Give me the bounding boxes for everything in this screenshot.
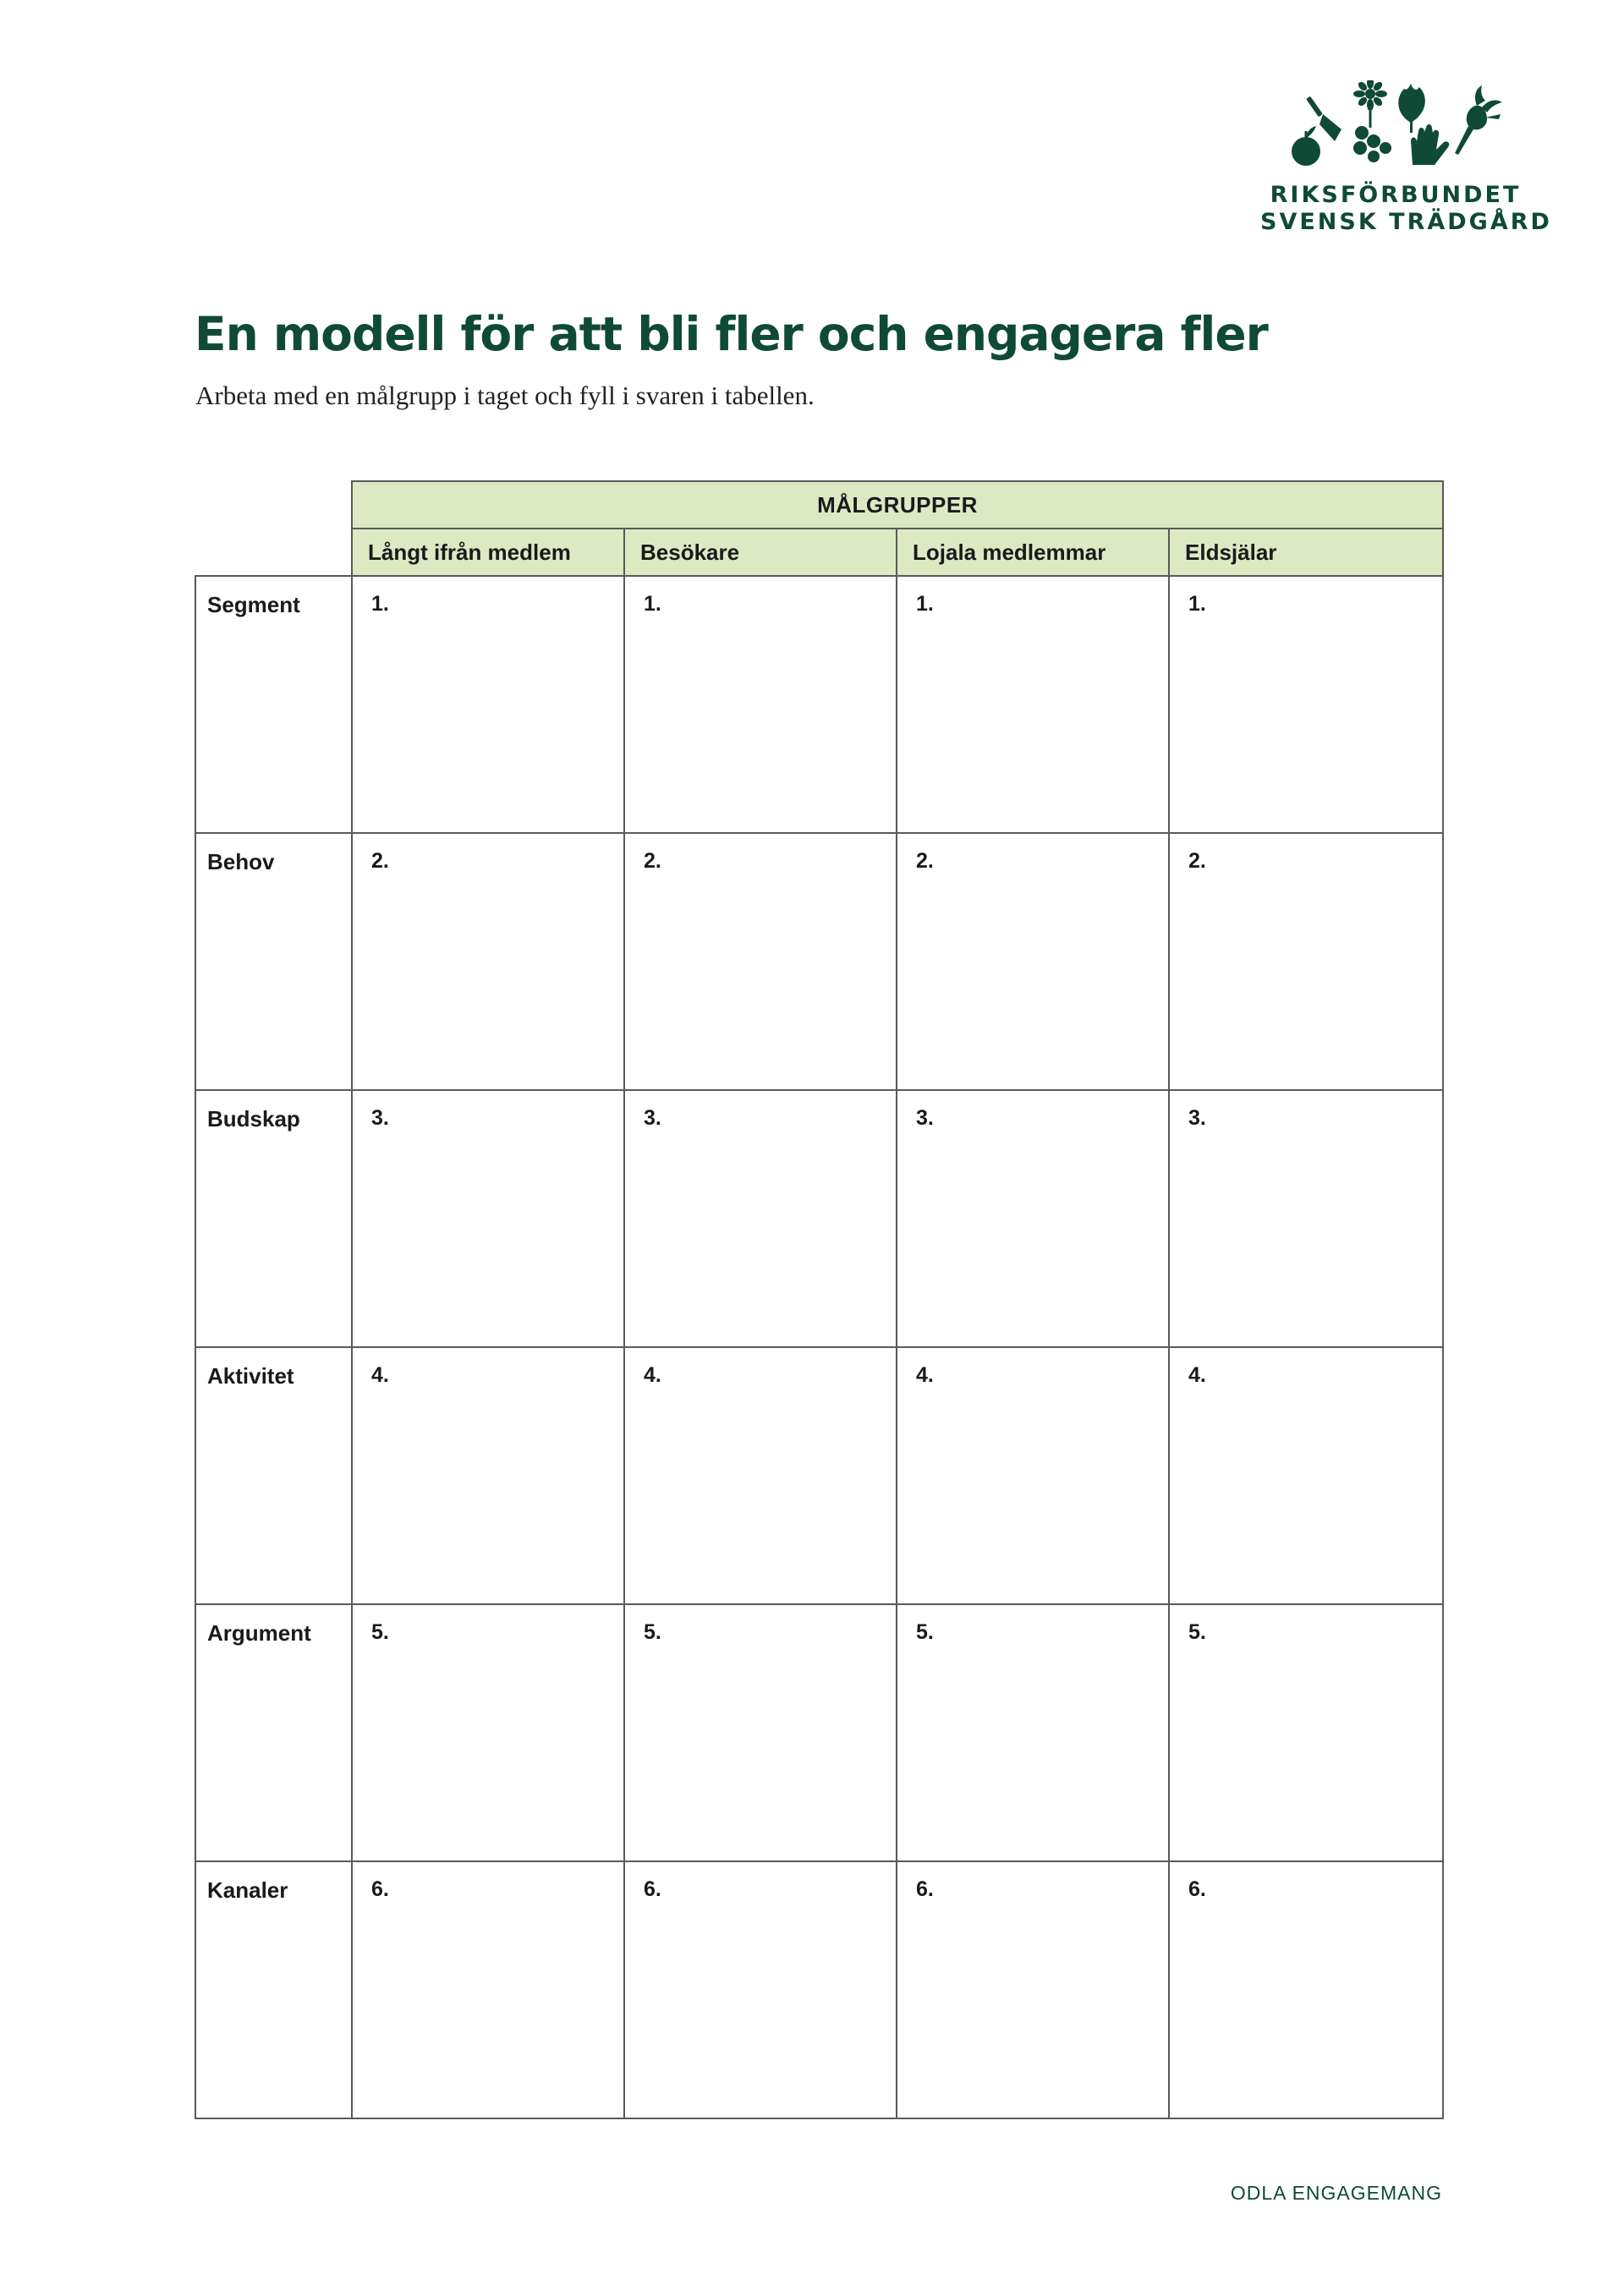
group-header-row (195, 481, 1443, 529)
group-header-malgrupper: MÅLGRUPPER (352, 481, 1443, 529)
table-row (195, 833, 1443, 1090)
corner-empty-2 (195, 529, 352, 576)
answer-cell[interactable]: 5. (897, 1604, 1169, 1861)
garden-illustration-icon (1286, 80, 1506, 173)
row-label-segment: Segment (195, 576, 352, 833)
column-header: Eldsjälar (1169, 529, 1443, 576)
brand-wordmark (1260, 182, 1552, 236)
brand-line-1: RIKSFÖRBUNDET (1270, 182, 1522, 208)
footer-label: ODLA ENGAGEMANG (1230, 2182, 1442, 2204)
answer-cell[interactable]: 6. (897, 1861, 1169, 2118)
answer-cell[interactable]: 2. (897, 833, 1169, 1090)
answer-cell[interactable]: 5. (624, 1604, 897, 1861)
answer-cell[interactable]: 4. (624, 1347, 897, 1604)
column-header: Lojala medlemmar (897, 529, 1169, 576)
answer-cell[interactable]: 4. (897, 1347, 1169, 1604)
answer-cell[interactable]: 1. (897, 576, 1169, 833)
row-label-budskap: Budskap (195, 1090, 352, 1347)
table-row (195, 1090, 1443, 1347)
table-row (195, 576, 1443, 833)
flower-icon (1353, 80, 1387, 128)
row-label-behov: Behov (195, 833, 352, 1090)
row-label-aktivitet: Aktivitet (195, 1347, 352, 1604)
page-title: En modell för att bli fler och engagera fler (195, 307, 1268, 361)
answer-cell[interactable]: 4. (352, 1347, 624, 1604)
answer-cell[interactable]: 3. (1169, 1090, 1443, 1347)
answer-cell[interactable]: 5. (1169, 1604, 1443, 1861)
answer-cell[interactable]: 3. (352, 1090, 624, 1347)
answer-cell[interactable]: 2. (1169, 833, 1443, 1090)
page-subtitle: Arbeta med en målgrupp i taget och fyll i svaren i tabellen. (195, 381, 815, 410)
answer-cell[interactable]: 6. (352, 1861, 624, 2118)
answer-cell[interactable]: 4. (1169, 1347, 1443, 1604)
answer-cell[interactable]: 5. (352, 1604, 624, 1861)
answer-cell[interactable]: 1. (352, 576, 624, 833)
table-row (195, 1604, 1443, 1861)
answer-cell[interactable]: 1. (624, 576, 897, 833)
corner-empty (195, 481, 352, 529)
column-header: Besökare (624, 529, 897, 576)
answer-cell[interactable]: 3. (624, 1090, 897, 1347)
brand-logo (1260, 80, 1552, 241)
brand-line-2: SVENSK TRÄDGÅRD (1260, 209, 1552, 235)
apple-icon (1292, 126, 1320, 166)
trowel-icon (1306, 96, 1341, 141)
column-header-row (195, 529, 1443, 576)
glove-icon (1411, 124, 1449, 165)
answer-cell[interactable]: 1. (1169, 576, 1443, 833)
answer-cell[interactable]: 6. (624, 1861, 897, 2118)
answer-cell[interactable]: 2. (352, 833, 624, 1090)
table-row (195, 1347, 1443, 1604)
radish-icon (1455, 85, 1502, 155)
row-label-kanaler: Kanaler (195, 1861, 352, 2118)
answer-cell[interactable]: 2. (624, 833, 897, 1090)
answer-cell[interactable]: 6. (1169, 1861, 1443, 2118)
answer-cell[interactable]: 3. (897, 1090, 1169, 1347)
leaf-icon (1398, 84, 1425, 133)
berries-icon (1353, 126, 1391, 162)
table-row (195, 1861, 1443, 2118)
target-groups-table (195, 480, 1444, 2119)
column-header: Långt ifrån medlem (352, 529, 624, 576)
row-label-argument: Argument (195, 1604, 352, 1861)
